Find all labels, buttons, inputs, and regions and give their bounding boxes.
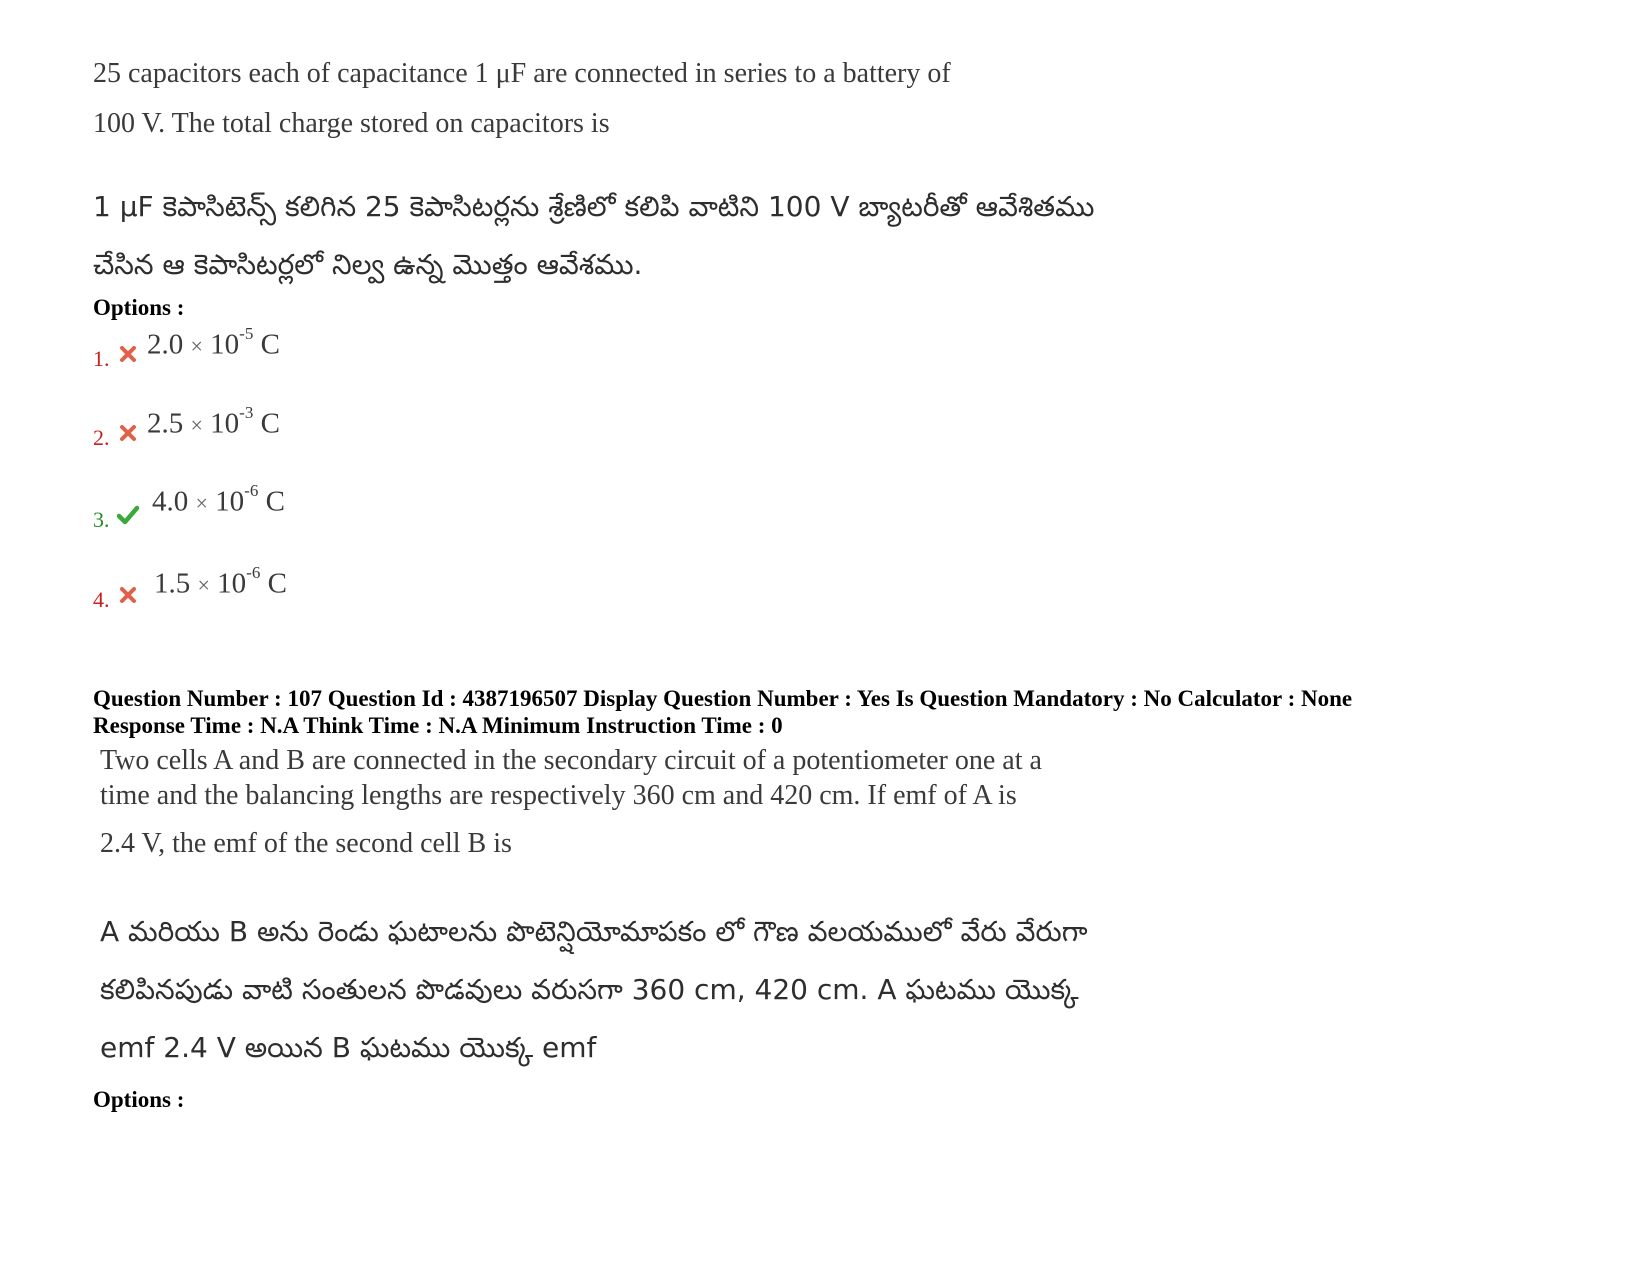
q107-telugu-line-3: emf 2.4 V అయిన B ఘటము యొక్క emf [100,1031,597,1064]
exponent: -5 [239,324,254,343]
q107-english-line-1: Two cells A and B are connected in the secondary circuit of a potentiometer one at a [100,745,1042,776]
q107-options-label: Options : [93,1087,185,1112]
exponent: -3 [239,403,254,422]
q106-english-line-1: 25 capacitors each of capacitance 1 μF are connected in series to a battery of [93,58,951,89]
base: 10 [215,485,245,518]
option-number: 1. [93,346,110,371]
option-number: 4. [93,587,110,612]
option-value [152,481,285,519]
cross-icon [118,344,138,364]
q107-telugu-line-1: A మరియు B అను రెండు ఘటాలను పొటెన్షియోమాపకం లో గౌణ వలయములో వేరు వేరుగా [100,915,1088,948]
mantissa: 2.5 [147,407,184,440]
q107-english-line-3: 2.4 V, the emf of the second cell B is [100,828,512,859]
times-sign: × [190,412,203,438]
q107-english-line-2: time and the balancing lengths are respectively 360 cm and 420 cm. If emf of A is [100,780,1017,811]
q106-telugu-line-1: 1 μF కెపాసిటెన్స్ కలిగిన 25 కెపాసిటర్లను శ్రేణిలో కలిపి వాటిని 100 V బ్యాటరీతో ఆవేశితము [93,190,1095,223]
option-number: 3. [93,507,110,532]
unit: C [267,567,287,600]
option-value [154,563,287,601]
cross-icon [118,585,138,605]
base: 10 [217,567,247,600]
q106-english-line-2: 100 V. The total charge stored on capacitors is [93,108,610,139]
check-icon [116,504,140,526]
base: 10 [210,328,240,361]
mantissa: 4.0 [152,485,189,518]
q106-telugu-line-2: చేసిన ఆ కెపాసిటర్లలో నిల్వ ఉన్న మొత్తం ఆవేశము. [93,248,643,281]
mantissa: 1.5 [154,567,191,600]
unit: C [265,485,285,518]
times-sign: × [197,572,210,598]
exponent: -6 [246,563,261,582]
option-value [147,324,280,362]
unit: C [260,328,280,361]
exponent: -6 [244,481,259,500]
option-value [147,403,280,441]
mantissa: 2.0 [147,328,184,361]
base: 10 [210,407,240,440]
cross-icon [118,423,138,443]
q107-meta-line-1: Question Number : 107 Question Id : 4387196507 Display Question Number : Yes Is Question Mandatory : No Calculator : None [93,686,1353,711]
option-number: 2. [93,425,110,450]
times-sign: × [190,333,203,359]
q107-meta-line-2: Response Time : N.A Think Time : N.A Minimum Instruction Time : 0 [93,713,783,738]
q107-telugu-line-2: కలిపినపుడు వాటి సంతులన పొడవులు వరుసగా 360 cm, 420 cm. A ఘటము యొక్క [100,973,1079,1006]
q106-options-label: Options : [93,295,185,320]
unit: C [260,407,280,440]
times-sign: × [195,490,208,516]
